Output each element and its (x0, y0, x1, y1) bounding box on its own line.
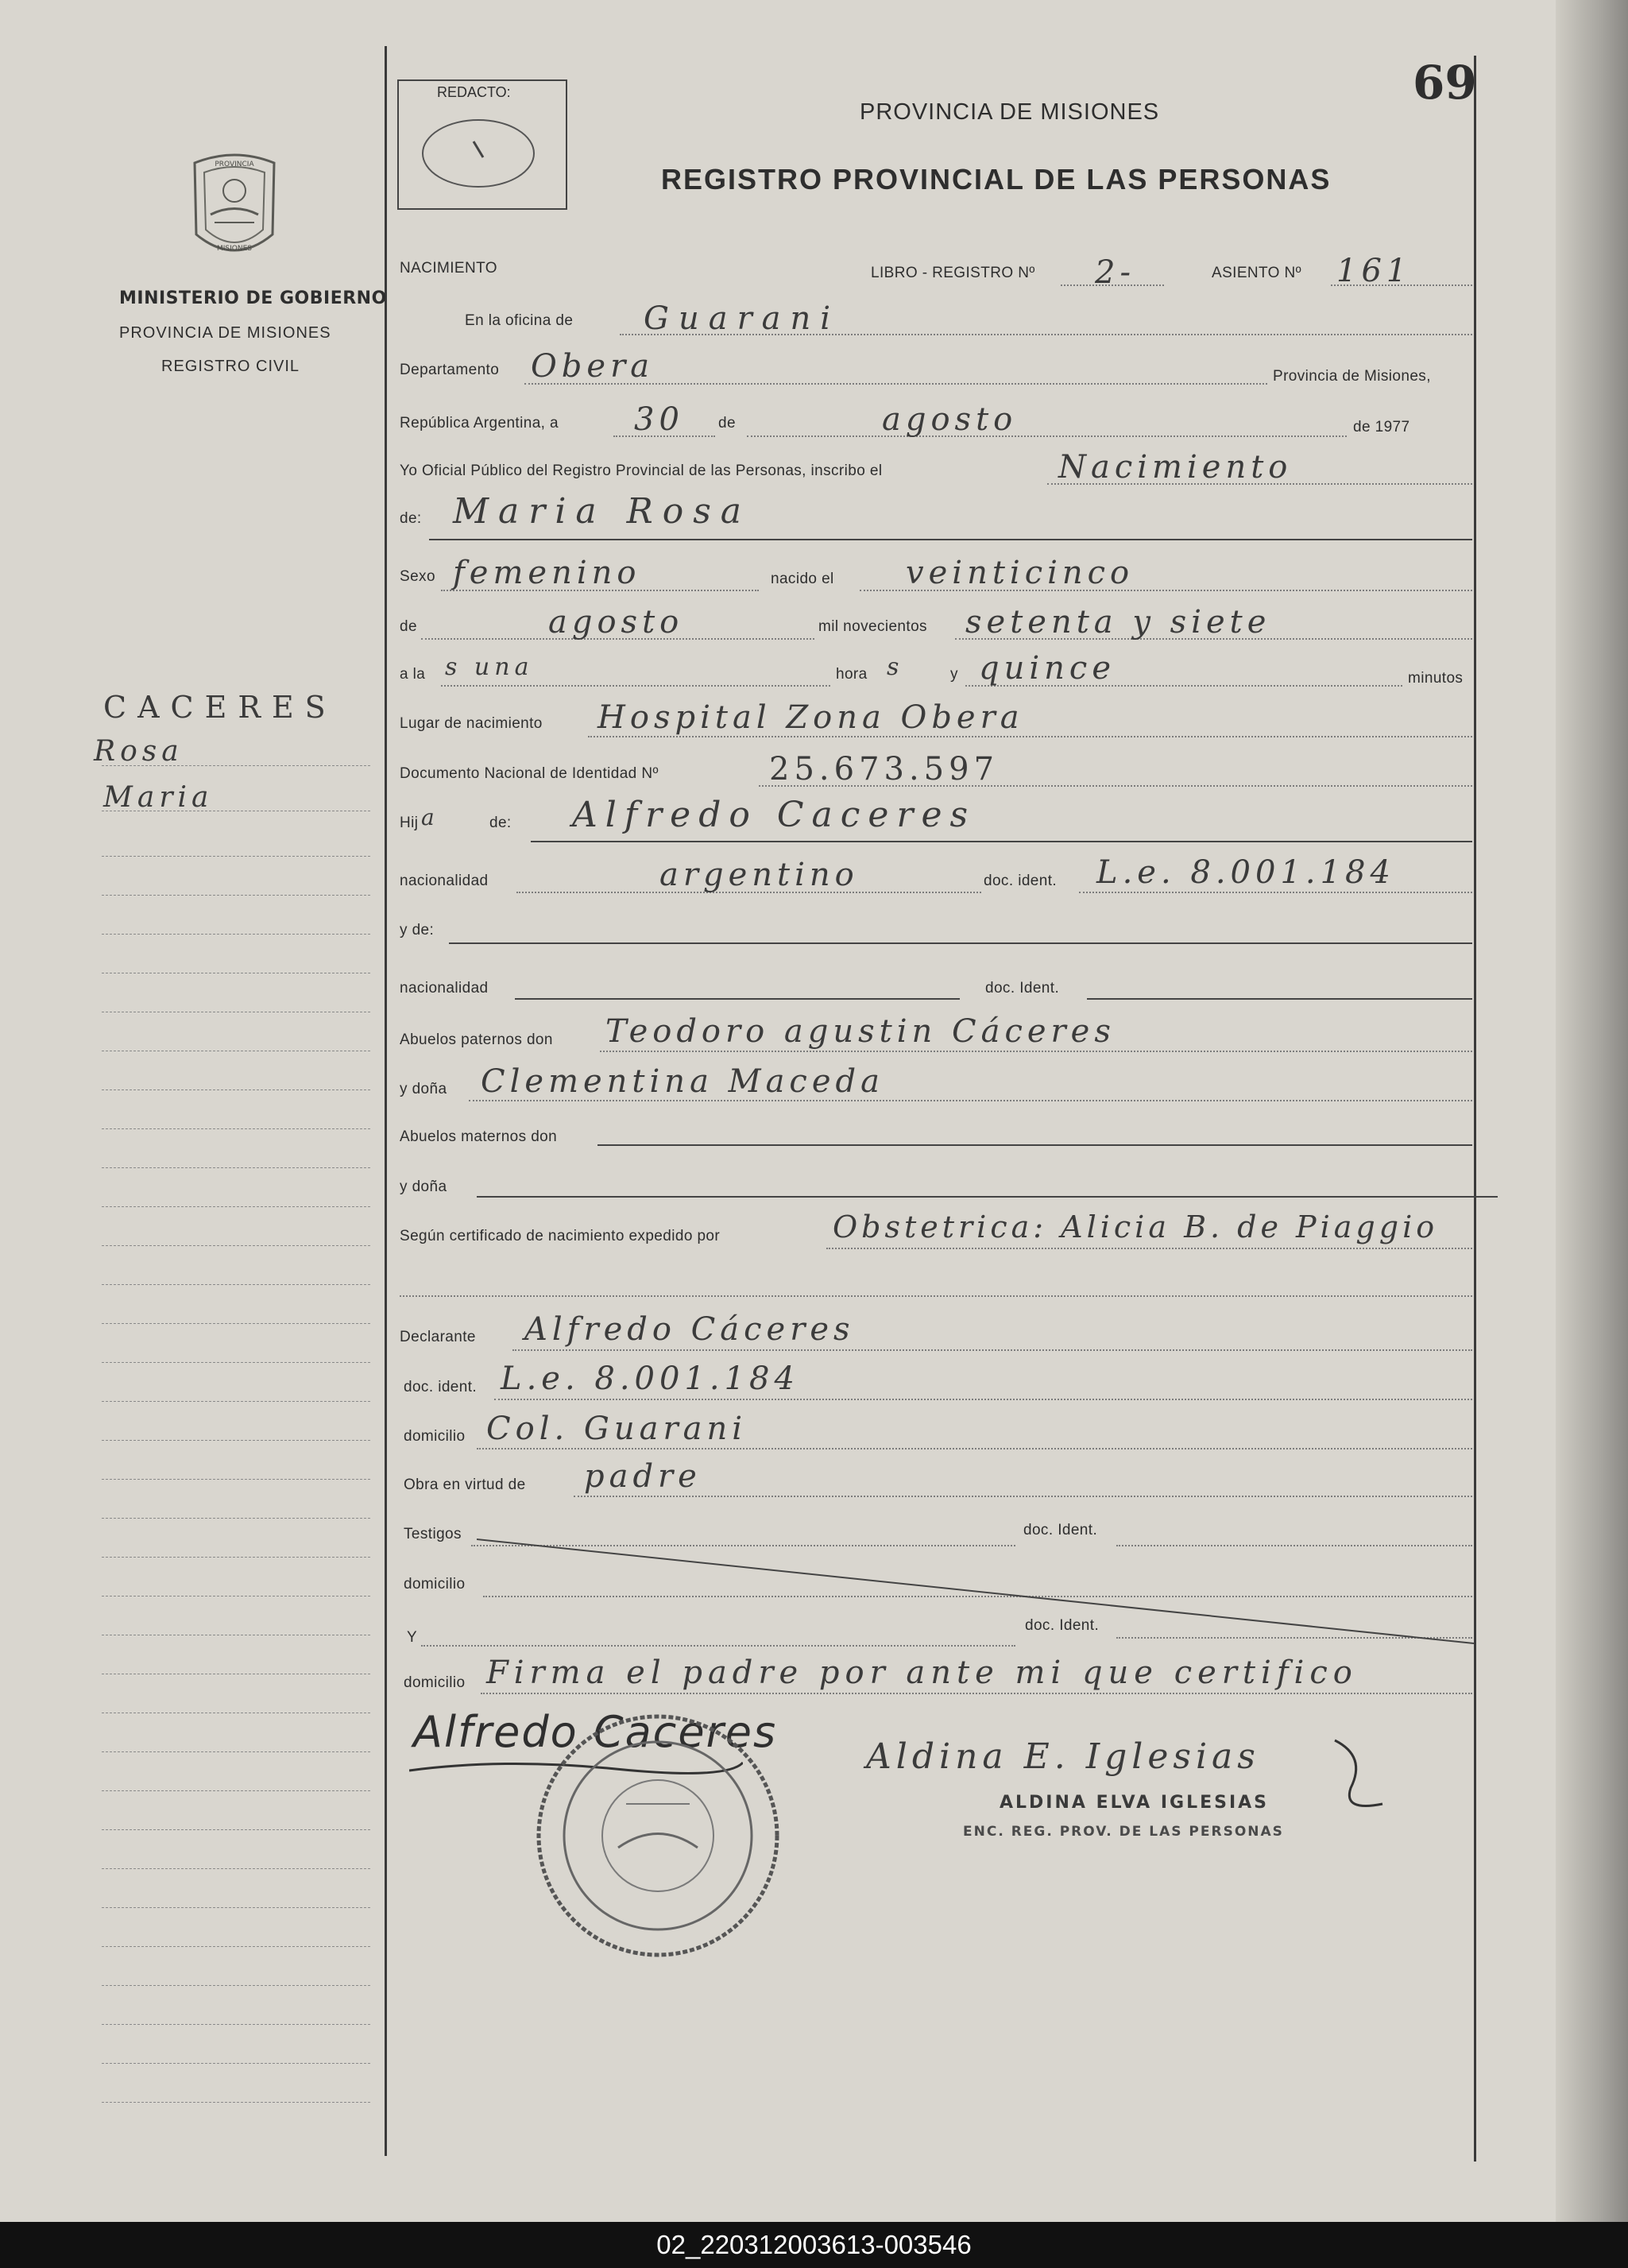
obra-rule (574, 1496, 1472, 1497)
cierre-value: Firma el padre por ante mi que certifico (486, 1655, 1358, 1691)
declarante-label: Declarante (400, 1329, 476, 1345)
hija-label: Hij (400, 815, 419, 831)
doc1-label: doc. ident. (984, 873, 1058, 889)
anio2-value: setenta y siete (965, 604, 1271, 641)
nac2-label: nacionalidad (400, 980, 489, 997)
officer-signature-flourish (1319, 1732, 1398, 1820)
mil-label: mil novecientos (818, 618, 927, 635)
yde-label: y de: (400, 922, 435, 939)
minutos-value: quince (979, 650, 1116, 687)
abuelos-pat-rule (600, 1051, 1472, 1052)
strike-line (477, 1538, 1478, 1649)
de-label: de (718, 415, 736, 432)
margin-surname: CACERES (103, 690, 337, 725)
margin-rule (102, 1751, 370, 1752)
obra-label: Obra en virtud de (404, 1477, 526, 1493)
asiento-value: 161 (1336, 253, 1412, 289)
page-edge (1556, 0, 1628, 2222)
certificado-label: Según certificado de nacimiento expedido por (400, 1228, 721, 1244)
ministry-province: PROVINCIA DE MISIONES (119, 324, 331, 342)
margin-rule (102, 1985, 370, 1986)
sexo-value: femenino (453, 555, 641, 591)
padre-rule (531, 841, 1472, 842)
horas-suffix: s (887, 653, 904, 681)
redacto-mark-icon (416, 110, 543, 197)
nacimiento-label: NACIMIENTO (400, 260, 497, 277)
margin-name-1: Rosa (94, 735, 184, 768)
margin-rule (102, 934, 370, 935)
oficial-label: Yo Oficial Público del Registro Provincial de las Personas, inscribo el (400, 463, 883, 479)
doc-decl-rule (494, 1399, 1472, 1400)
domicilio-value: Col. Guarani (486, 1411, 747, 1447)
ministry-registry: REGISTRO CIVIL (161, 358, 300, 375)
dia-value: 30 (634, 401, 684, 438)
hija-suffix: a (421, 804, 439, 830)
oficina-label: En la oficina de (465, 312, 574, 329)
margin-rule (102, 1440, 370, 1441)
domicilio-rule (477, 1448, 1472, 1449)
padre-value: Alfredo Caceres (572, 795, 976, 835)
margin-rule (102, 1362, 370, 1363)
y-dona2-label: y doña (400, 1179, 447, 1195)
horas-label: hora (836, 666, 868, 683)
alas-label: a la (400, 666, 426, 683)
svg-text:MISIONES: MISIONES (216, 245, 253, 253)
domicilio-label: domicilio (404, 1428, 466, 1445)
margin-rule (102, 856, 370, 857)
y2-label: Y (407, 1629, 418, 1646)
abuelos-pat-dona-rule (469, 1100, 1472, 1101)
departamento-value: Obera (531, 348, 655, 385)
margin-rule (102, 2024, 370, 2025)
abuelos-pat-dona: Clementina Maceda (481, 1063, 884, 1100)
dom3-rule (481, 1693, 1472, 1694)
obra-value: padre (584, 1458, 702, 1495)
margin-rule (102, 1089, 370, 1090)
svg-text:PROVINCIA: PROVINCIA (215, 161, 254, 168)
alas-value: s una (445, 653, 534, 681)
doc-decl-label: doc. ident. (404, 1379, 478, 1395)
abuelos-pat-don: Teodoro agustin Cáceres (605, 1013, 1116, 1050)
certificado-rule-2 (400, 1295, 1472, 1297)
hija-de-label: de: (489, 815, 512, 831)
officer-stamp-title: ENC. REG. PROV. DE LAS PERSONAS (963, 1824, 1284, 1840)
margin-rule (102, 1245, 370, 1246)
margin-rule (102, 2063, 370, 2064)
margin-rule (102, 1479, 370, 1480)
left-vertical-rule (385, 46, 387, 2156)
republica-label: República Argentina, a (400, 415, 559, 432)
margin-rule (102, 1518, 370, 1519)
margin-rule (102, 1128, 370, 1129)
margin-rule (102, 2102, 370, 2103)
dni-value: 25.673.597 (769, 751, 1000, 788)
lugar-value: Hospital Zona Obera (597, 699, 1024, 736)
page-number: 69 (1413, 56, 1477, 110)
abuelos-mat-label: Abuelos maternos don (400, 1128, 558, 1145)
lugar-rule (588, 736, 1472, 737)
y-dona-label: y doña (400, 1081, 447, 1097)
doc2-rule (1087, 998, 1472, 1000)
certificado-value: Obstetrica: Alicia B. de Piaggio (833, 1209, 1439, 1244)
padre-signature: Alfredo Caceres (413, 1707, 778, 1757)
mes-value: agosto (882, 401, 1018, 438)
certificado-rule (826, 1248, 1472, 1249)
margin-rule (102, 765, 370, 766)
margin-rule (102, 895, 370, 896)
officer-stamp-name: ALDINA ELVA IGLESIAS (1000, 1793, 1270, 1813)
dni-label: Documento Nacional de Identidad Nº (400, 765, 659, 782)
image-id: 02_220312003613-003546 (656, 2230, 972, 2259)
margin-rule (102, 1790, 370, 1791)
margin-name-2: Maria (103, 781, 214, 814)
office-stamp-icon (531, 1709, 785, 1963)
redacto-label: REDACTO: (437, 84, 511, 100)
ministry-title: MINISTERIO DE GOBIERNO (119, 288, 387, 308)
sexo-label: Sexo (400, 568, 435, 585)
minutos-label: minutos (1408, 670, 1464, 687)
libro-value: 2- (1095, 254, 1135, 291)
alas-rule (441, 685, 830, 687)
madre-rule (449, 942, 1472, 944)
anio-label: de 1977 (1353, 419, 1410, 435)
libro-label: LIBRO - REGISTRO Nº (871, 265, 1035, 281)
margin-rule (102, 1907, 370, 1908)
doc1-rule (1079, 892, 1472, 893)
nacido-label: nacido el (771, 571, 834, 587)
nacido-value: veinticinco (906, 555, 1135, 591)
doc1-value: L.e. 8.001.184 (1096, 854, 1395, 891)
nac1-label: nacionalidad (400, 873, 489, 889)
right-vertical-rule (1474, 56, 1476, 2162)
margin-rule (102, 1401, 370, 1402)
doc2-label: doc. Ident. (985, 980, 1060, 997)
testigos-label: Testigos (404, 1526, 462, 1542)
doc3-label: doc. Ident. (1025, 1617, 1100, 1634)
margin-rule (102, 1868, 370, 1869)
officer-signature: Aldina E. Iglesias (866, 1736, 1260, 1777)
abuelos-mat-dona-rule (477, 1196, 1498, 1198)
mes2-value: agosto (548, 604, 684, 641)
asiento-label: ASIENTO Nº (1212, 265, 1301, 281)
province-title: PROVINCIA DE MISIONES (860, 99, 1160, 125)
nac2-rule (515, 998, 960, 1000)
de2-label: de (400, 618, 417, 635)
margin-rule (102, 1167, 370, 1168)
y-label: y (950, 666, 958, 683)
margin-rule (102, 1829, 370, 1830)
registry-title: REGISTRO PROVINCIAL DE LAS PERSONAS (661, 163, 1332, 195)
provincia-suffix: Provincia de Misiones, (1273, 368, 1431, 385)
redacto-box (397, 79, 567, 210)
persona-rule (429, 539, 1472, 540)
image-id-bar (0, 2222, 1628, 2268)
margin-rule (102, 1206, 370, 1207)
testigos-doc-label: doc. Ident. (1023, 1522, 1098, 1538)
margin-rule (102, 1557, 370, 1558)
nac1-value: argentino (659, 857, 859, 893)
persona-value: Maria Rosa (453, 491, 752, 532)
abuelos-mat-rule (597, 1144, 1472, 1146)
margin-rule (102, 1323, 370, 1324)
dom3-label: domicilio (404, 1674, 466, 1691)
dom2-label: domicilio (404, 1576, 466, 1593)
margin-rule (102, 1946, 370, 1947)
abuelos-pat-label: Abuelos paternos don (400, 1031, 553, 1048)
declarante-rule (512, 1349, 1472, 1351)
lugar-label: Lugar de nacimiento (400, 715, 543, 732)
acto-value: Nacimiento (1058, 449, 1293, 486)
departamento-label: Departamento (400, 362, 500, 378)
de-persona-label: de: (400, 510, 422, 527)
margin-rule (102, 1284, 370, 1285)
ministry-seal-icon (179, 147, 290, 266)
margin-rule (102, 1596, 370, 1597)
oficina-value: Guarani (644, 300, 841, 337)
doc-decl-value: L.e. 8.001.184 (501, 1360, 799, 1397)
mes-rule (747, 435, 1347, 437)
declarante-value: Alfredo Cáceres (524, 1311, 855, 1348)
